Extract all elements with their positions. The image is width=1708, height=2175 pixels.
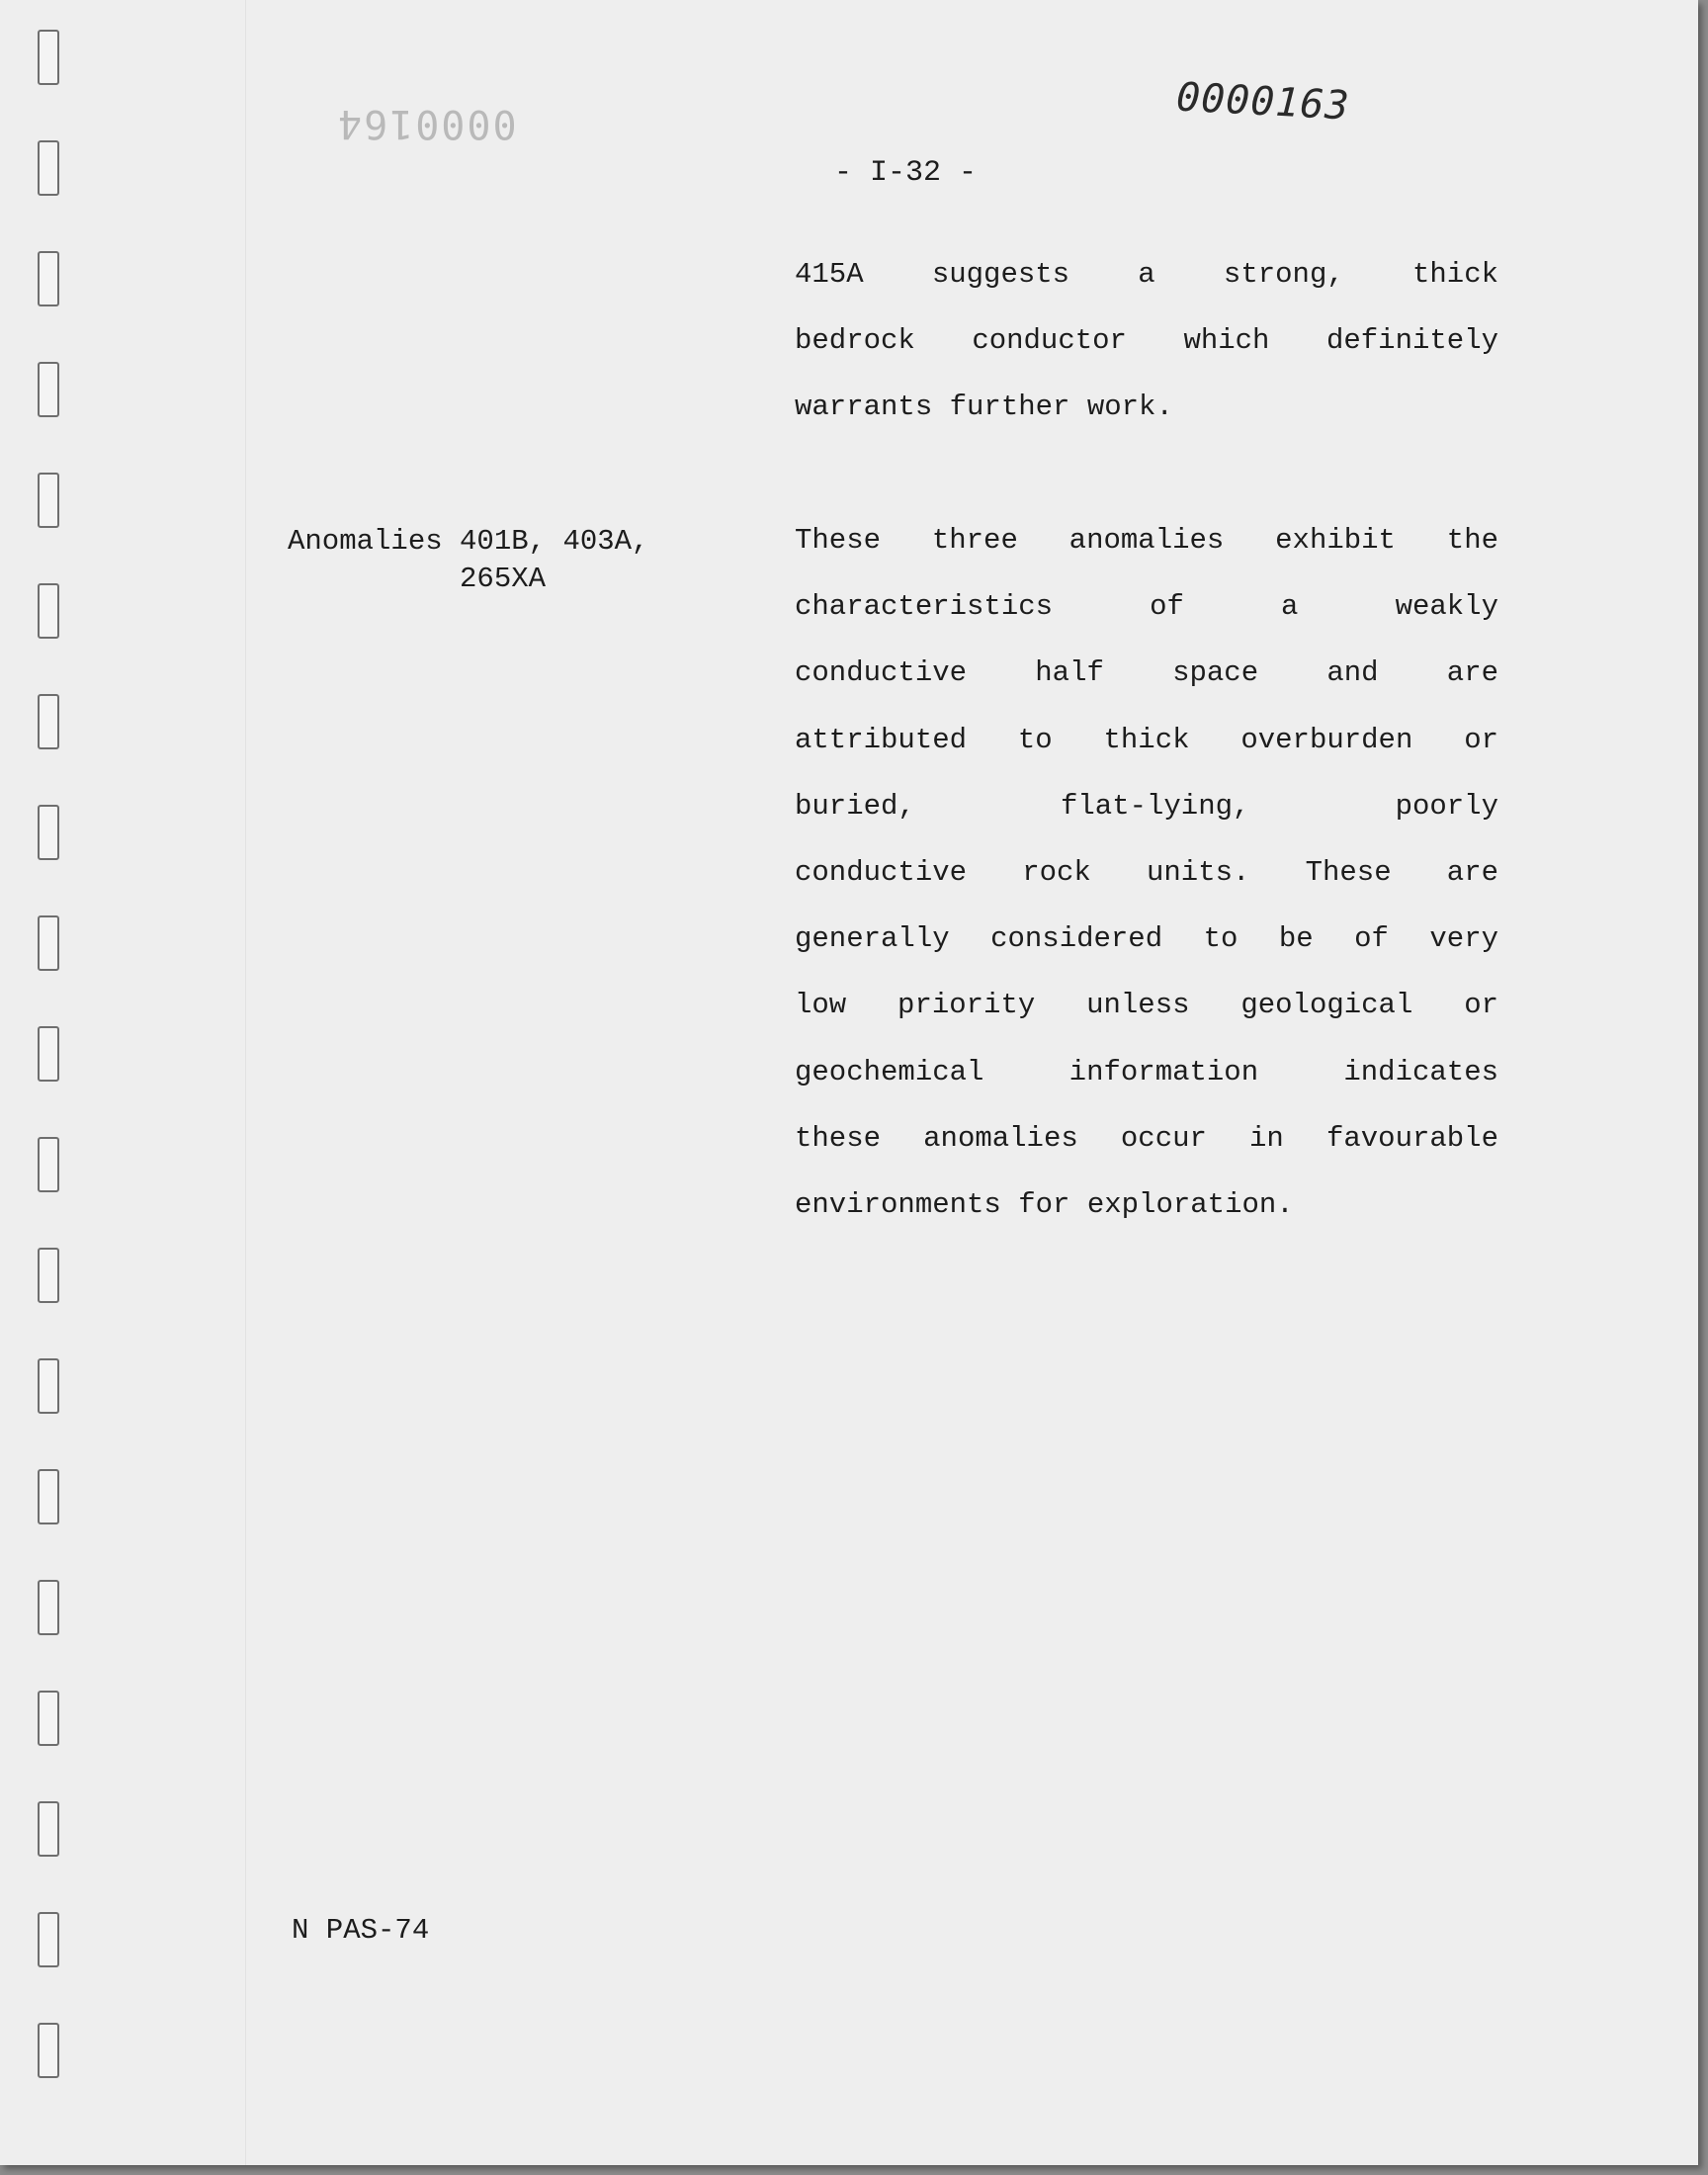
- punch-hole: [38, 362, 59, 417]
- text-line: geochemical information indicates: [795, 1055, 1498, 1088]
- paragraph-anomalies: [795, 507, 1498, 1238]
- punch-hole: [38, 1580, 59, 1635]
- punch-hole: [38, 140, 59, 196]
- anomaly-label-line: 265XA: [288, 563, 547, 595]
- punch-hole: [38, 2023, 59, 2078]
- punch-hole: [38, 30, 59, 85]
- text-line: warrants further work.: [795, 391, 1173, 424]
- punch-hole: [38, 1248, 59, 1303]
- anomaly-label-line: Anomalies 401B, 403A,: [288, 525, 649, 558]
- punch-hole: [38, 583, 59, 639]
- text-line: environments for exploration.: [795, 1187, 1294, 1221]
- punch-hole: [38, 1137, 59, 1192]
- text-line: These three anomalies exhibit the: [795, 524, 1498, 557]
- text-line: buried, flat-lying, poorly: [795, 789, 1498, 823]
- punch-hole: [38, 1691, 59, 1746]
- text-line: generally considered to be of very: [795, 922, 1498, 956]
- punch-hole: [38, 1358, 59, 1414]
- stamp-number: 0000163: [1174, 74, 1351, 130]
- anomaly-label: [288, 523, 648, 598]
- punch-hole: [38, 805, 59, 860]
- text-line: these anomalies occur in favourable: [795, 1121, 1498, 1155]
- text-line: attributed to thick overburden or: [795, 723, 1498, 756]
- punch-hole: [38, 1026, 59, 1082]
- footer-code: N PAS-74: [292, 1914, 430, 1947]
- text-line: bedrock conductor which definitely: [795, 324, 1498, 358]
- margin-rule: [245, 0, 246, 2165]
- text-line: conductive rock units. These are: [795, 855, 1498, 889]
- text-line: low priority unless geological or: [795, 989, 1498, 1022]
- punch-hole: [38, 251, 59, 306]
- punch-hole: [38, 694, 59, 749]
- text-line: 415A suggests a strong, thick: [795, 258, 1498, 291]
- punch-hole: [38, 1469, 59, 1524]
- punch-hole: [38, 1912, 59, 1967]
- punch-hole: [38, 473, 59, 528]
- punch-hole: [38, 915, 59, 971]
- text-line: conductive half space and are: [795, 656, 1498, 690]
- paragraph-conductor: [795, 241, 1498, 441]
- faded-stamp-number: 0000164: [336, 101, 517, 146]
- punch-hole: [38, 1801, 59, 1857]
- text-line: characteristics of a weakly: [795, 590, 1498, 624]
- page-number: - I-32 -: [834, 156, 978, 190]
